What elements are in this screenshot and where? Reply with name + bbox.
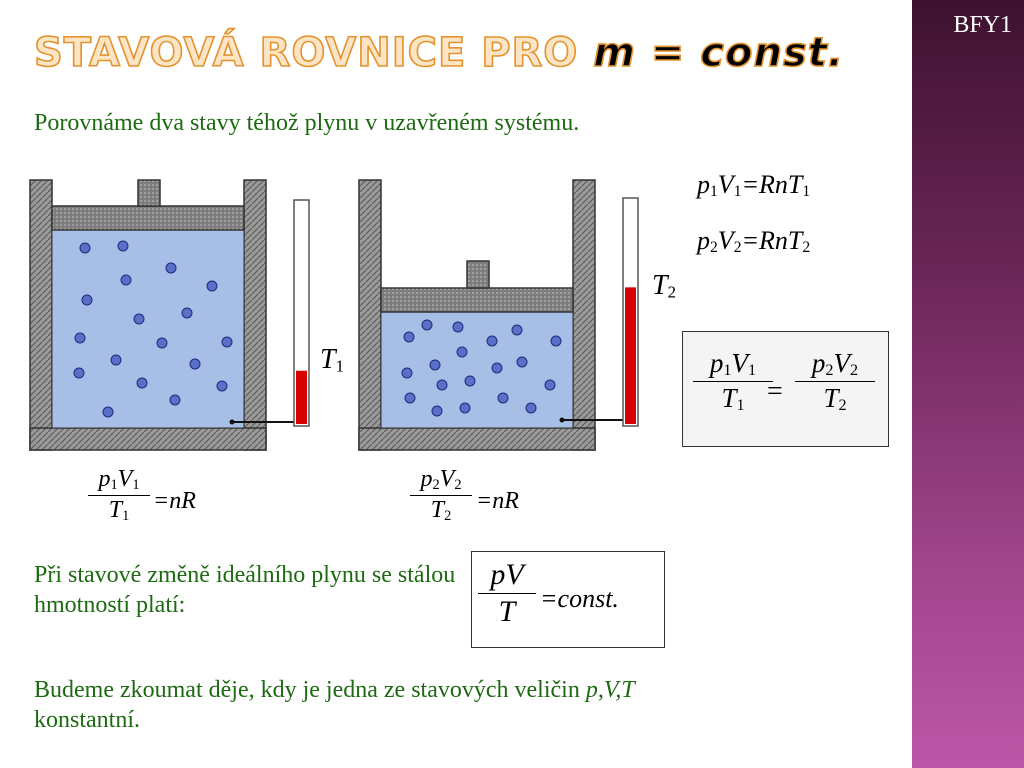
equals-sign: =: [767, 376, 783, 407]
cylinder-2: [359, 180, 624, 450]
fraction-right: $p_2V_2$ $T_2$: [795, 348, 875, 415]
piston-rod-1: [138, 180, 160, 206]
paragraph-constant-mass: Při stavové změně ideálního plynu se stálou hmotností platí:: [34, 562, 456, 618]
piston-rod-2: [467, 261, 489, 288]
piston-1: [52, 206, 244, 230]
title-math: m = const.: [593, 30, 845, 76]
thermometer-2: [623, 198, 638, 426]
combined-law-box: [682, 331, 889, 447]
title-text: STAVOVÁ ROVNICE PRO: [34, 30, 594, 76]
thermometer-1: [294, 200, 309, 426]
mercury-2: [625, 287, 636, 424]
equation-nR-1-rhs: =nR: [153, 488, 196, 514]
sidebar-decoration: [912, 0, 1024, 768]
paragraph-processes: Budeme zkoumat děje, kdy je jedna ze stavových veličin p,V,T konstantní.: [34, 677, 635, 733]
piston-2: [381, 288, 573, 312]
fraction-left: $p_1V_1$ $T_1$: [693, 348, 773, 415]
thermo-label-2: $T_2$: [652, 270, 676, 302]
intro-text: Porovnáme dva stavy téhož plynu v uzavřeném systému.: [34, 110, 580, 136]
slide-badge: BFY1: [953, 12, 1012, 38]
equation-nR-2: $p_2V_2$ $T_2$: [410, 466, 472, 525]
mercury-1: [296, 371, 307, 424]
const-rhs: =const.: [540, 584, 619, 613]
const-law-box: [471, 551, 665, 648]
cylinder-1: [30, 180, 295, 450]
equation-state-2: $p_2V_2=RnT_2$: [697, 226, 811, 257]
fraction-pV-T: pV T: [478, 558, 536, 629]
equation-nR-1: $p_1V_1$ $T_1$: [88, 466, 150, 525]
equation-nR-2-rhs: =nR: [476, 488, 519, 514]
thermo-label-1: $T_1$: [320, 344, 344, 376]
equation-state-1: $p_1V_1=RnT_1$: [697, 170, 811, 201]
